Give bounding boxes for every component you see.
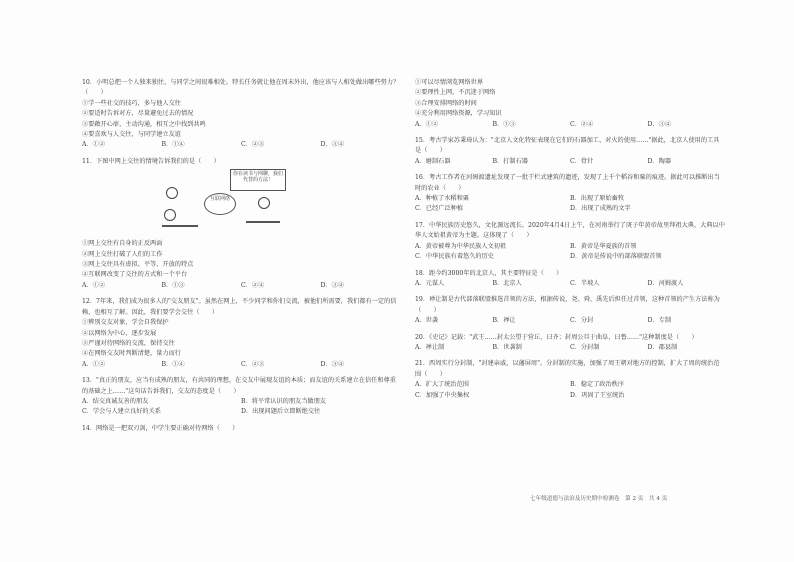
- option-a: A．结交真诚友善的朋友: [82, 397, 149, 405]
- option-b: B．①③: [492, 120, 516, 128]
- option-a: A．种植了水稻和粟: [415, 195, 469, 203]
- question-14: [82, 424, 400, 434]
- answer-options: [82, 140, 400, 150]
- option-c: C．中华民族有着悠久的历史: [415, 253, 494, 261]
- option-b: B．①④: [161, 141, 185, 149]
- question-stem: 16．考古工作者在河姆渡遗址发现了一批干栏式建筑的遗迹，发现了上千个稻谷和粟的痕迹。据此可以推断出当时的农业（ ）: [415, 174, 720, 192]
- option-a: A．①②: [82, 141, 106, 149]
- option-b: B．北京人: [492, 279, 522, 287]
- option-d: D．③④: [647, 120, 672, 128]
- question-14-continued: [415, 78, 725, 130]
- left-column: [82, 78, 400, 440]
- option-d: D．巩固了王室统治: [570, 391, 625, 399]
- choice-item: ②以网络为中心，逐步发展: [82, 329, 157, 337]
- question-stem: 12．7年来，我们成为很多人的"交友朋友"。虽然在网上，不少同学和你们交流，被他们所需要，我们都有一定的信赖，也相互了解。因此，我们要学会交往（ ）: [82, 298, 397, 316]
- option-a: A．磨制石器: [415, 157, 451, 165]
- choice-item: ④要喜欢与人交往，与同学建立友谊: [82, 131, 181, 139]
- person-icon: [258, 197, 270, 209]
- answer-options: [415, 157, 725, 167]
- option-b: B．①③: [161, 281, 185, 289]
- option-b: B．世袭制: [492, 343, 522, 351]
- question-stem: 18．距今约3000年的北京人，其主要特征是（ ）: [415, 269, 563, 277]
- question-21: [415, 359, 725, 401]
- option-a: A．扩大了统治范围: [415, 381, 469, 389]
- option-d: D．河姆渡人: [647, 279, 684, 287]
- choice-item: ②网上交往打破了人们的工作: [82, 250, 163, 258]
- option-a: A．①②: [82, 360, 106, 368]
- option-d: D．陶器: [647, 157, 672, 165]
- answer-options: [82, 407, 400, 417]
- option-a: A．黄帝被尊为中华民族人文初祖: [415, 242, 507, 250]
- option-c: C．②④: [570, 120, 594, 128]
- choice-item: ①可以尽情浏览网络世界: [415, 79, 484, 86]
- option-c: C．②③: [241, 360, 265, 368]
- choice-item: ②要理性上网，不沉迷于网络: [415, 89, 496, 97]
- answer-options: [415, 391, 725, 401]
- choice-item: ①学一些社交的技巧，多与他人交往: [82, 99, 181, 107]
- question-20: [415, 333, 725, 354]
- answer-options: [415, 316, 725, 326]
- answer-options: [415, 343, 725, 353]
- question-stem: 17．中华民族历史悠久，文化源远流长。2020年4月4日上午，在河南举行了庚子年黄帝故里拜祖大典，大典以中华人文始祖黄帝为主题。这体现了（ ）: [415, 221, 725, 240]
- option-a: A．元谋人: [415, 279, 445, 287]
- option-b: B．稳定了政治秩序: [570, 381, 625, 389]
- right-column: [415, 78, 725, 407]
- option-b: B．打制石器: [492, 157, 528, 165]
- answer-options: [415, 194, 725, 204]
- option-c: C．学会与人建立良好的关系: [82, 408, 161, 416]
- option-d: D．郡县制: [647, 343, 678, 351]
- question-17: [415, 221, 725, 263]
- question-13: [82, 376, 400, 418]
- option-a: A．①②: [415, 120, 439, 128]
- answer-options: [415, 252, 725, 262]
- option-c: C．分封: [570, 317, 594, 325]
- option-b: B．出现了原始畜牧: [570, 195, 625, 203]
- option-c: C．加强了中央集权: [415, 391, 470, 399]
- question-15: [415, 136, 725, 167]
- option-c: C．分封制: [570, 343, 600, 351]
- choice-item: ②要适时告诉对方，尽量避免过去的情况: [82, 110, 194, 118]
- option-a: A．①②: [82, 281, 106, 289]
- question-stem: 13．"真正的朋友，应当有成熟的朋友，有共同的理想，在交友中展现友谊的本质；而友谊的关系建立在信任和尊重的基础之上……"这句话告诉我们，交友的态度是（ ）: [82, 377, 396, 395]
- option-c: C．②④: [241, 281, 265, 289]
- option-c: C．已经广泛种植: [415, 205, 464, 213]
- question-stem: 21．西周实行分封制，"封建亲戚，以藩屏周"。分封制的实施，加强了周王朝对地方的控制，扩大了周的统治范围（ ）: [415, 360, 720, 378]
- choice-item: ④充分利用网络资源，学习知识: [415, 110, 502, 118]
- option-d: D．出现问题后立即断绝交往: [241, 408, 321, 416]
- answer-options: [415, 120, 725, 130]
- option-c: C．②③: [241, 141, 265, 149]
- person-icon: [164, 209, 176, 221]
- option-d: D．专制: [647, 317, 672, 325]
- question-stem: 14．网络是一把双刃剑，中学生要正确对待网络（ ）: [82, 424, 239, 432]
- desk-line: [246, 221, 280, 223]
- option-b: B．将平常认识的朋友当做朋友: [241, 397, 326, 405]
- answer-options: [82, 397, 400, 407]
- option-d: D．③④: [320, 281, 345, 289]
- option-c: C．骨针: [570, 157, 594, 165]
- option-b: B．黄帝是华夏族的首领: [570, 242, 637, 250]
- question-11: [82, 157, 400, 291]
- answer-options: [415, 242, 725, 252]
- choice-item: ③严谨对待网络的交流，保持交往: [82, 339, 175, 347]
- choice-item: ③合理安排网络的时间: [415, 99, 477, 107]
- question-stem: 10．小明总把一个人独来独往，与同学之间很难相处。特长任务就让他在周末外出，他应该与人相处做出哪些努力？（ ）: [82, 79, 400, 97]
- desk-line: [162, 225, 198, 227]
- option-b: B．①④: [161, 360, 185, 368]
- choice-item: ③要敞开心扉，主动沟通，相互之中找到共鸣: [82, 120, 206, 128]
- person-icon: [166, 187, 178, 199]
- question-stem: 20．《史记》记载："武王……封太公望于营丘，曰齐；封周公旦于曲阜，曰鲁……"这种制度是（ ）: [415, 333, 698, 341]
- answer-options: [415, 279, 725, 289]
- question-12: [82, 297, 400, 370]
- cartoon-illustration: [162, 169, 282, 235]
- choice-item: ①网上交往有自身的正反两面: [82, 240, 163, 248]
- option-d: D．出现了成熟的文字: [570, 205, 631, 213]
- option-b: B．禅让: [492, 317, 516, 325]
- answer-options: [415, 380, 725, 390]
- answer-options: [415, 204, 725, 214]
- question-19: [415, 295, 725, 326]
- choice-item: ④互联网改变了交往的方式和一个平台: [82, 271, 188, 279]
- option-a: A．禅让制: [415, 343, 445, 351]
- choice-item: ③网上交往具有虚拟、平等、开放的特点: [82, 261, 194, 269]
- speech-sign: 你在读书与网聊，我们代替的方法！: [230, 169, 286, 191]
- choice-item: ①辨别交友对象，学会自我保护: [82, 319, 169, 327]
- question-10: [82, 78, 400, 151]
- question-18: [415, 269, 725, 290]
- question-stem: 19．禅让制是古代部落联盟推选首领的方法，根据传说，尧、舜、禹先后担任过首领，这种首领的产生方法称为（ ）: [415, 296, 720, 314]
- question-stem: 11．下图中网上交往的情境告诉我们的是（ ）: [82, 157, 220, 165]
- option-d: D．③④: [320, 360, 345, 368]
- page-footer: 七年级道德与法治及历史期中检测卷 第 2 页 共 4 页: [530, 496, 668, 502]
- option-d: D．黄帝是传说中的部落联盟首领: [570, 253, 662, 261]
- option-d: D．③④: [320, 141, 345, 149]
- choice-item: ④在网络交友时判断清楚，量力而行: [82, 350, 181, 358]
- question-stem: 15．考古学家苏秉琦认为："北京人文化特征表现在它们的石器加工、对火的使用……"据此，北京人使用的工具是（ ）: [415, 137, 720, 155]
- question-16: [415, 173, 725, 215]
- option-a: A．世袭: [415, 317, 439, 325]
- option-c: C．半坡人: [570, 279, 600, 287]
- network-cloud: 互联网络: [204, 193, 236, 215]
- answer-options: [82, 360, 400, 370]
- answer-options: [82, 281, 400, 291]
